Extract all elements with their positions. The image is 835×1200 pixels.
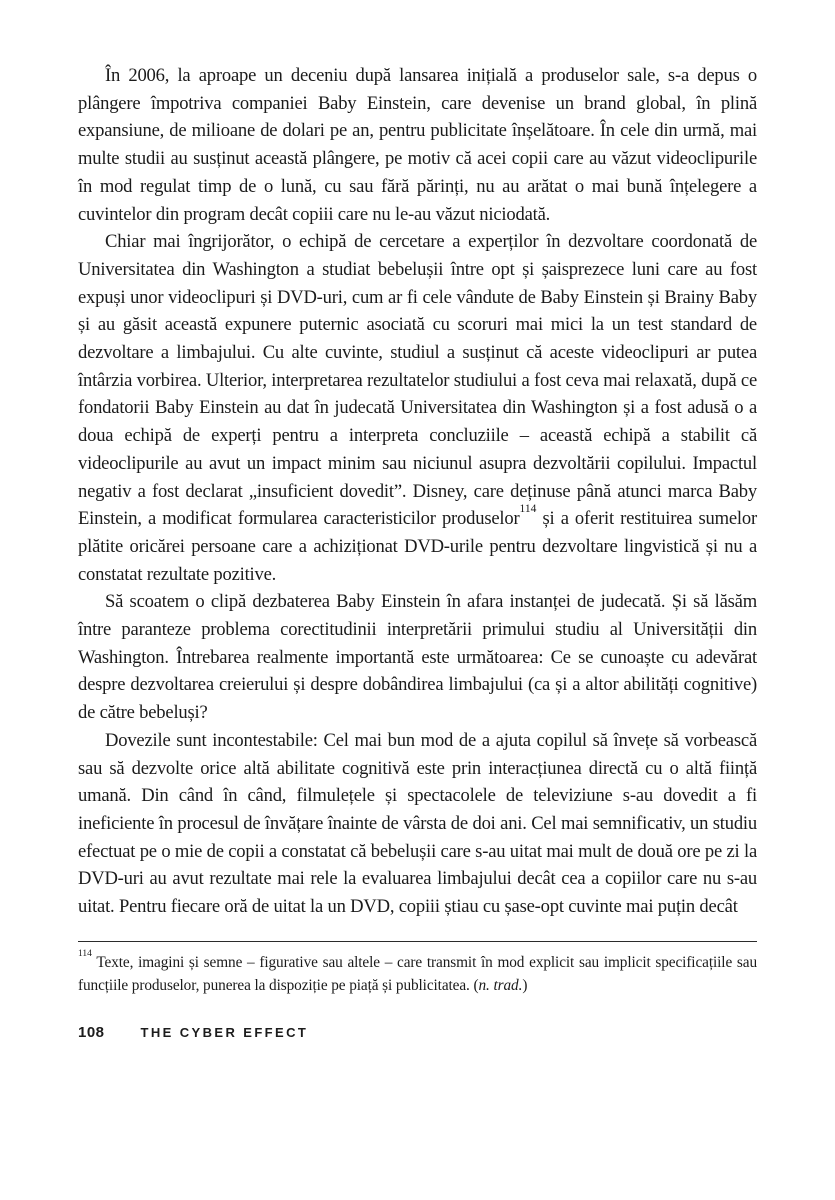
footnote-text: Texte, imagini și semne – figurative sau altele – care transmit în mod explicit sau implicit specificațiile sau funcțiile produselor, punerea la dispoziție pe piață și publicitatea. ( (78, 953, 757, 995)
book-title: THE CYBER EFFECT (140, 1024, 309, 1040)
footnote (78, 951, 757, 998)
footnote-italic-note: n. trad. (478, 977, 523, 995)
paragraph (78, 228, 757, 588)
paragraph-text: În 2006, la aproape un deceniu după lansarea inițială a produselor sale, s-a depus o plângere împotriva companiei Baby Einstein, care devenise un brand global, în plină expansiune, de milioane de dolari pe an, pentru publicitate înșelătoare. În cele din urmă, mai multe studii au susținut această plângere, pe motiv că acei copii care au văzut videoclipurile în mod regulat timp de o lună, cu sau fără părinți, nu au arătat o mai bună înțelegere a cuvintelor din program decât copiii care nu le-au văzut niciodată. (78, 65, 757, 225)
main-text (78, 62, 757, 921)
footnote-marker: 114 (78, 949, 92, 960)
footnote-reference: 114 (519, 502, 537, 515)
paragraph (78, 62, 757, 228)
paragraph-text: Dovezile sunt incontestabile: Cel mai bun mod de a ajuta copilul să învețe să vorbească sau să dezvolte orice altă abilitate cognitivă este prin interacțiunea directă cu o altă ființă umană. Din când în când, filmulețele și spectacolele de televiziune s-au dovedit a fi ineficiente în procesul de învățare înainte de vârsta de doi ani. Cel mai semnificativ, un studiu efectuat pe o mie de copii a constatat că bebelușii care s-au uitat mai mult de două ore pe zi la DVD-uri au avut rezultate mai rele la evaluarea limbajului decât cea a copiilor care nu s-au uitat. Pentru fiecare oră de uitat la un DVD, copiii știau cu șase-opt cuvinte mai puțin decât (78, 729, 757, 918)
paragraph (78, 727, 757, 921)
paragraph (78, 588, 757, 727)
footnote-separator (78, 941, 757, 942)
paragraph-text: și a oferit restituirea sumelor plătite oricărei persoane care a achiziționat DVD-urile pentru dezvoltare lingvistică și nu a constatat rezultate pozitive. (78, 508, 757, 585)
paragraph-text: Să scoatem o clipă dezbaterea Baby Einstein în afara instanței de judecată. Și să lăsăm între paranteze problema corectitudinii interpretării primului studiu al Universității din Washington. Întrebarea realmente importantă este următoarea: Ce se cunoaște cu adevărat despre dezvoltarea creierului și despre dobândirea limbajului (ca și a altor abilități cognitive) de către bebeluși? (78, 591, 757, 724)
paragraph-text: Chiar mai îngrijorător, o echipă de cercetare a experților în dezvoltare coordonată de Universitatea din Washington a studiat bebelușii între opt și șaisprezece luni care au fost expuși unor videoclipuri și DVD-uri, cum ar fi cele vândute de Baby Einstein și Brainy Baby și au găsit această expunere puternic asociată cu scoruri mai mici la un test standard de dezvoltare a limbajului. Cu alte cuvinte, studiul a susținut că aceste videoclipuri ar putea întârzia vorbirea. Ulterior, interpretarea rezultatelor studiului a fost ceva mai relaxată, după ce fondatorii Baby Einstein au dat în judecată Universitatea din Washington și a fost adusă o a doua echipă de experți pentru a interpreta concluziile – această echipă a stabilit că videoclipurile au avut un impact minim sau niciunul asupra dezvoltării copilului. Impactul negativ a fost declarat „insuficient dovedit”. Disney, care deținuse până atunci marca Baby Einstein, a modificat formularea caracteristicilor produselor (78, 231, 757, 530)
footnote-close: ) (522, 977, 528, 995)
page-footer (78, 1024, 757, 1041)
footnote-area (78, 941, 757, 998)
page-number: 108 (78, 1023, 105, 1041)
